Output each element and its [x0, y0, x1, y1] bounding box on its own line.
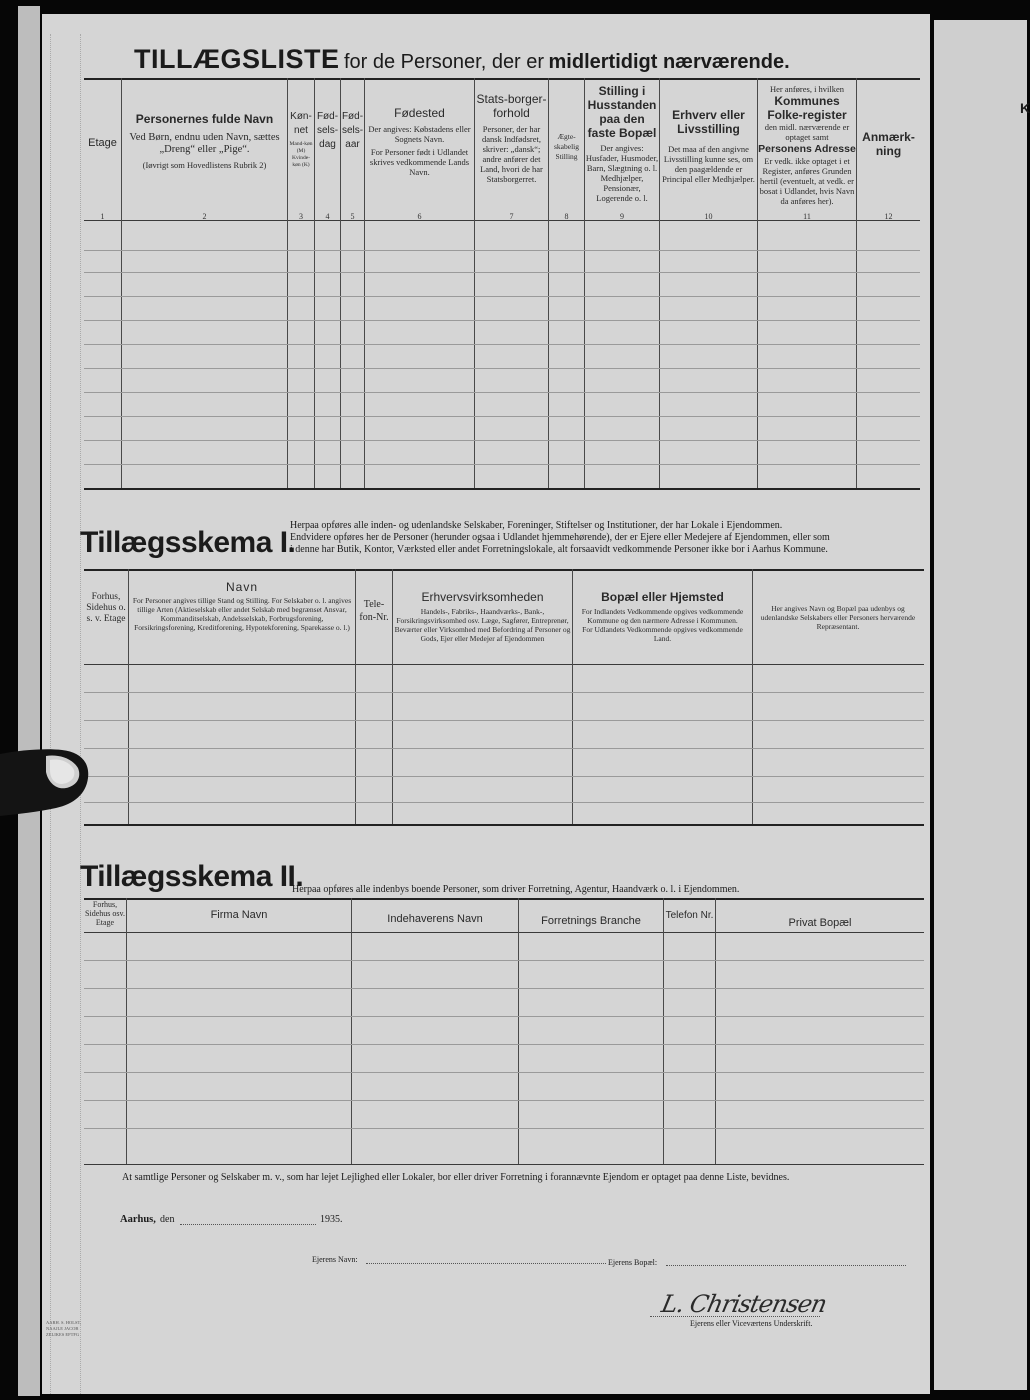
s1-col-address-head: Bopæl eller Hjemsted For Indlandets Vedkommende opgives vedkommende Kommune og den nærmere Adresse i Kommunen. For Udlandets Vedkommende opgives vedkommende Land.: [581, 590, 744, 643]
table-row: [84, 416, 920, 417]
col-birthplace-head: Fødested Der angives: Købstadens eller Sognets Navn. For Personer født i Udlandet skrives vedkommende Lands Navn.: [368, 106, 471, 177]
scanner-thumb: [0, 748, 90, 820]
col-number: 8: [564, 212, 569, 221]
date-field: [180, 1224, 316, 1225]
col-occupation-head: Erhverv eller Livsstilling Det maa af den angivne Livsstilling kunne ses, om den paagældende er Principal eller Medhjælper.: [662, 108, 755, 184]
col-number: 7: [509, 212, 514, 221]
col-marital-head: Ægte-skabelig Stilling: [554, 132, 579, 161]
table-row: [84, 720, 924, 721]
col-etage-head: Etage: [88, 137, 117, 149]
table-rule: [84, 932, 924, 933]
date-label: den: [160, 1214, 175, 1225]
col-birthyear-head: Fød-sels-aar: [341, 111, 364, 150]
s1-col-rep-head: Her angives Navn og Bopæl paa udenbys og udenlandske Selskabers eller Personers herværende Repræsentant.: [760, 604, 916, 631]
margin-guide: [80, 34, 81, 1394]
owner-name-field: [366, 1263, 606, 1264]
margin-guide: [50, 34, 51, 1394]
s2-col-phone-head: Telefon Nr.: [665, 910, 714, 921]
s2-col-etage-head: Forhus, Sidehus osv. Etage: [85, 900, 125, 927]
skema2-title: Tillægsskema II.: [80, 860, 304, 893]
skema1-intro: Herpaa opføres alle inden- og udenlandske Selskaber, Foreninger, Stiftelser og Institutioner, der har Lokale i Ejendommen. Endvidere opføres her de Personer (herunder ogsaa i Udlandet hjemmehørende), der er Ejere eller Medejere af Ejendommen, eller som i denne har Butik, Kontor, Værksted eller andet Forretningslokale, alt forsaavidt vedkommende Personer ikke bor i Aarhus Kommune.: [290, 520, 830, 555]
col-household-head: Stilling i Husstanden paa den faste Bopæl Der angives: Husfader, Husmoder, Barn, Slægtning o. l. Medhjælper, Pensionær, Logerende o. l.: [585, 84, 659, 203]
owner-address-label: Ejerens Bopæl:: [608, 1258, 658, 1267]
table-rule: [84, 569, 924, 571]
col-birthday-head: Fød-sels-dag: [316, 111, 339, 150]
table-row: [84, 320, 920, 321]
table-row: [84, 960, 924, 961]
handwritten-signature: L. Christensen: [659, 1290, 829, 1318]
page-edge: [18, 6, 40, 1396]
table-row: [84, 272, 920, 273]
table-row: [84, 368, 920, 369]
s2-col-branch-head: Forretnings Branche: [541, 915, 641, 927]
list-title: [134, 44, 934, 75]
table-row: [84, 392, 920, 393]
col-number: 2: [202, 212, 207, 221]
col-number: 1: [100, 212, 105, 221]
col-divider: [715, 898, 716, 1164]
s1-col-etage-head: Forhus, Sidehus o. s. v. Etage: [86, 592, 126, 624]
list-title-mid: for de Personer, der er: [343, 51, 545, 73]
adjacent-page-letter: K: [1020, 100, 1030, 116]
printer-imprint: AARH. S. HOLST, NAAJLE JACOB ZELIKES EFTFG: [46, 1320, 82, 1337]
table-row: [84, 692, 924, 693]
list-title-end: midlertidigt nærværende.: [548, 51, 790, 73]
col-divider: [663, 898, 664, 1164]
col-number: 11: [803, 212, 811, 221]
list-title-bold: TILLÆGSLISTE: [134, 44, 340, 74]
s1-col-name-head: Navn For Personer angives tillige Stand og Stilling. For Selskaber o. l. angives tillige Arten (Aktieselskab eller andet Selskab med begrænset Ansvar, Kommanditselskab, Andelsselskab, Forbrugsforening, Forsikringsforening, Kreditforening, Hypotekforening, Sparekasse o. l.): [132, 580, 352, 632]
table-row: [84, 1016, 924, 1017]
col-register-head: Her anføres, i hvilken Kommunes Folke-register den midl. nærværende er optaget samt Personens Adresse Er vedk. ikke optaget i et Register, anføres Grunden hertil (eventuelt, at vedk. er bosat i Udlandet, hvis Navn da anføres her).: [758, 84, 856, 206]
col-remark-head: Anmærk-ning: [862, 130, 915, 158]
table-row: [84, 748, 924, 749]
signature-line: [650, 1316, 820, 1317]
owner-name-label: Ejerens Navn:: [312, 1255, 358, 1264]
col-divider: [518, 898, 519, 1164]
table-row: [84, 440, 920, 441]
year-label: 1935.: [320, 1214, 343, 1225]
s2-col-owner-head: Indehaverens Navn: [387, 913, 483, 925]
skema2-intro: Herpaa opføres alle indenbys boende Personer, som driver Forretning, Agentur, Haandværk o. l. i Ejendommen.: [292, 884, 740, 895]
col-name-head: Personernes fulde Navn Ved Børn, endnu uden Navn, sættes „Dreng“ eller „Pige“. (Iøvrigt som Hovedlistens Rubrik 2): [129, 112, 280, 170]
table-rule: [84, 824, 924, 826]
col-number: 6: [417, 212, 422, 221]
certification-text: At samtlige Personer og Selskaber m. v., som har lejet Lejlighed eller Lokaler, bor eller driver Forretning i forannævnte Ejendom er optaget paa denne Liste, bevidnes.: [122, 1172, 790, 1183]
city-label: Aarhus,: [120, 1214, 156, 1225]
owner-address-field: [666, 1265, 906, 1266]
table-row: [84, 1044, 924, 1045]
col-divider: [351, 898, 352, 1164]
col-number: 4: [325, 212, 330, 221]
table-row: [84, 802, 924, 803]
signature-label: Ejerens eller Viceværtens Underskrift.: [690, 1319, 813, 1328]
s2-col-address-head: Privat Bopæl: [788, 917, 852, 929]
col-gender-head: Køn-net Mand-køn (M) Kvinde-køn (K): [289, 111, 313, 168]
table-rule: [84, 898, 924, 900]
table-row: [84, 1128, 924, 1129]
col-citizenship-head: Stats-borger-forhold Personer, der har dansk Indfødsret, skriver: „dansk“; andre anfører det Land, hvori de har Statsborgerret.: [476, 92, 547, 184]
table-row: [84, 1072, 924, 1073]
table-row: [84, 464, 920, 465]
table-rule: [84, 78, 920, 80]
table-row: [84, 1100, 924, 1101]
s1-col-business-head: Erhvervsvirksomheden Handels-, Fabriks-, Haandværks-, Bank-, Forsikringsvirksomhed osv. Læge, Sagfører, Entreprenør, Beværter eller Virksomhed med Befordring af Personer og Gods, Ejer eller Medejer af Ejendommen: [394, 590, 571, 643]
col-number: 9: [620, 212, 624, 221]
table-row: [84, 344, 920, 345]
table-row: [84, 988, 924, 989]
col-number: 10: [704, 212, 713, 221]
s2-col-firm-head: Firma Navn: [210, 909, 268, 921]
col-number: 3: [299, 212, 303, 221]
table-rule: [84, 664, 924, 665]
col-divider: [126, 898, 127, 1164]
skema1-title: Tillægsskema I.: [80, 526, 296, 559]
adjacent-page: [934, 20, 1030, 1390]
col-divider: [752, 569, 753, 824]
col-number: 12: [884, 212, 893, 221]
table-row: [84, 296, 920, 297]
form-sheet: [42, 14, 930, 1394]
s1-col-phone-head: Tele-fon-Nr.: [359, 599, 389, 623]
table-row: [84, 776, 924, 777]
table-rule: [84, 1164, 924, 1165]
table-rule: [84, 488, 920, 490]
col-number: 5: [350, 212, 355, 221]
table-row: [84, 250, 920, 251]
